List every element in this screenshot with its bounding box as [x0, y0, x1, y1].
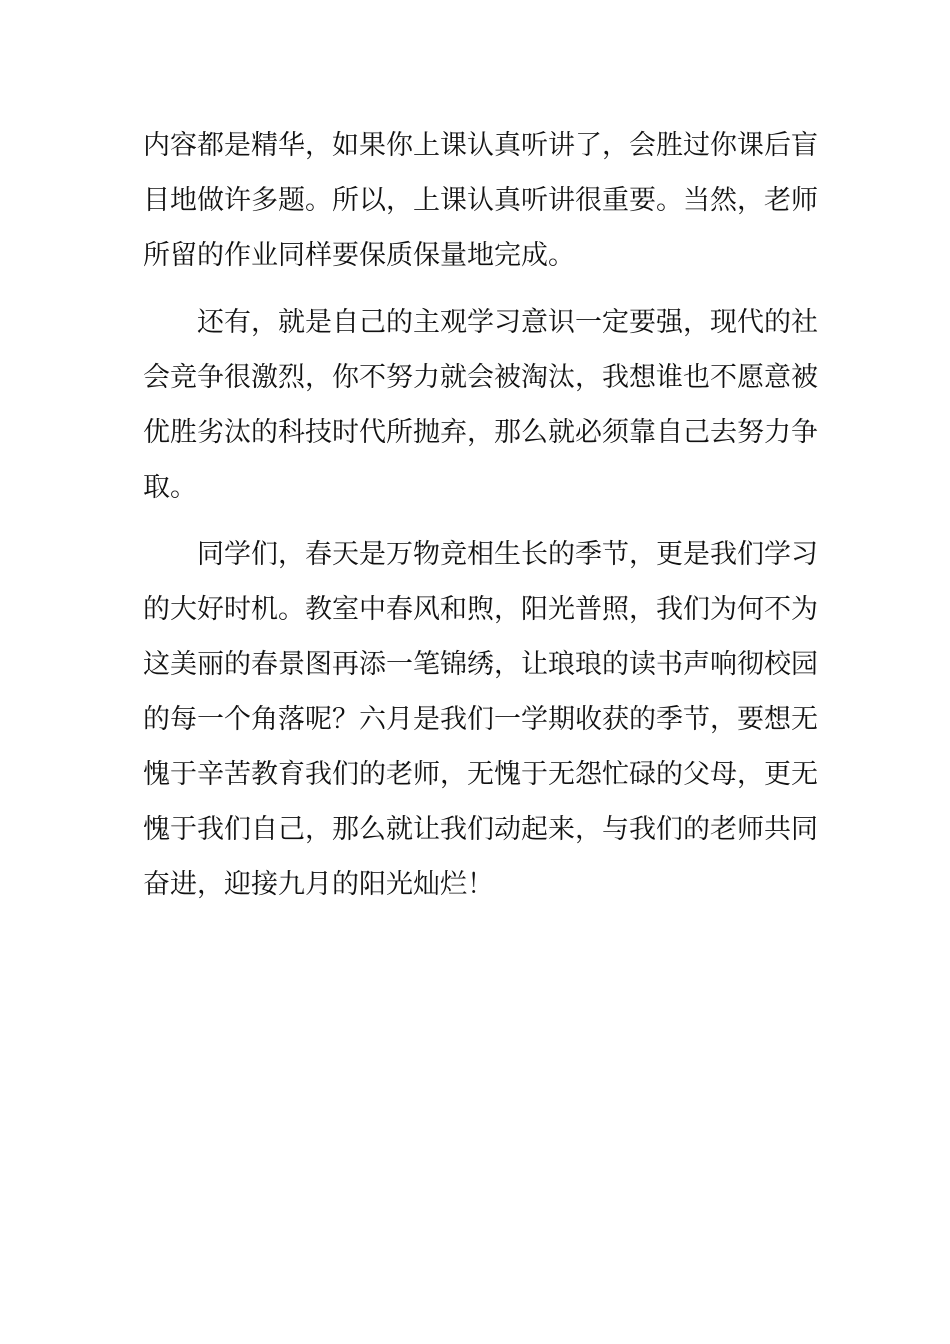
text-line: 优胜劣汰的科技时代所抛弃，那么就必须靠自己去努力争: [143, 417, 818, 448]
text-line: 同学们，春天是万物竞相生长的季节，更是我们学习: [197, 539, 818, 570]
text-line: 这美丽的春景图再添一笔锦绣，让琅琅的读书声响彻校园: [143, 649, 818, 680]
paragraph-1: [143, 118, 818, 283]
text-line: 的每一个角落呢？六月是我们一学期收获的季节，要想无: [143, 704, 818, 735]
text-line: 内容都是精华，如果你上课认真听讲了，会胜过你课后盲: [143, 130, 818, 161]
text-line: 愧于我们自己，那么就让我们动起来，与我们的老师共同: [143, 814, 818, 845]
text-line: 目地做许多题。所以，上课认真听讲很重要。当然，老师: [143, 185, 818, 216]
text-line: 的大好时机。教室中春风和煦，阳光普照，我们为何不为: [143, 594, 818, 625]
text-line: 愧于辛苦教育我们的老师，无愧于无怨忙碌的父母，更无: [143, 759, 818, 790]
text-line: 还有，就是自己的主观学习意识一定要强，现代的社: [197, 307, 818, 338]
text-line: 取。: [143, 472, 197, 503]
text-line: 会竞争很激烈，你不努力就会被淘汰，我想谁也不愿意被: [143, 362, 818, 393]
document-body: [143, 118, 818, 912]
paragraph-3: [143, 527, 818, 912]
text-line: 所留的作业同样要保质保量地完成。: [143, 240, 575, 271]
paragraph-2: [143, 295, 818, 515]
text-line: 奋进，迎接九月的阳光灿烂！: [143, 869, 494, 900]
